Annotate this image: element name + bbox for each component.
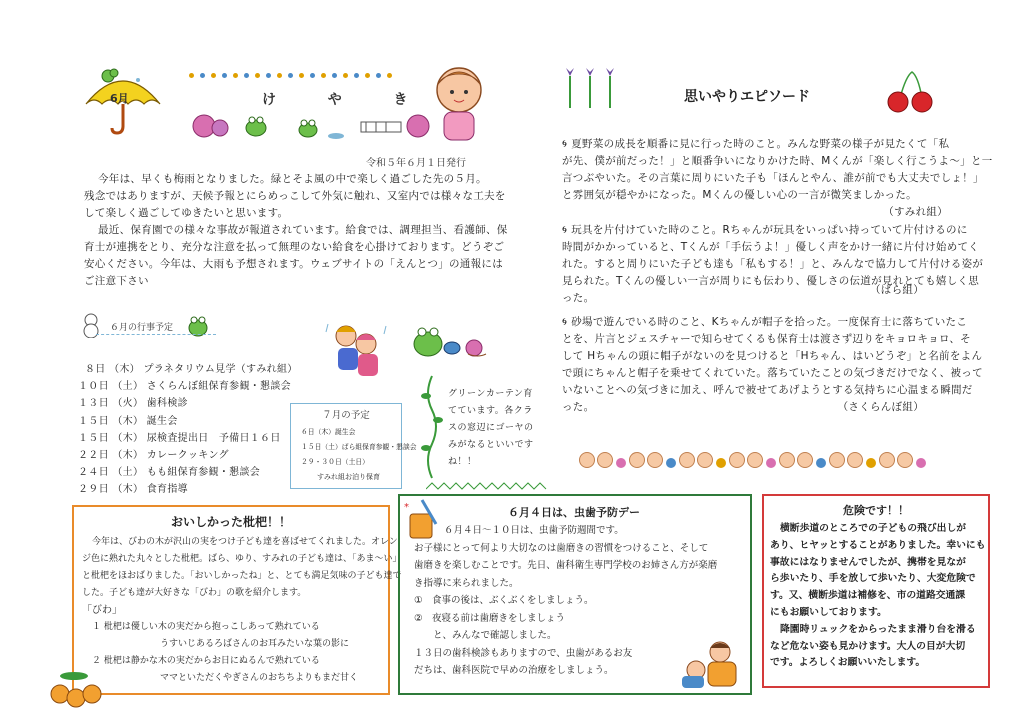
frogs-snail-illustration <box>408 318 490 362</box>
loquat-fruit-illustration <box>48 670 102 710</box>
teeth-line: ② 夜寝る前は歯磨きをしましょう <box>414 612 566 624</box>
spiral-icon: 🌀︎ <box>562 316 568 328</box>
green-curtain-line: みがなるといいです <box>448 440 534 450</box>
green-curtain-text <box>448 386 534 471</box>
vine-ground-border <box>426 476 550 486</box>
iris-flowers-illustration <box>560 66 622 110</box>
danger-line: す。又、横断歩道は補修を、市の道路交通課 <box>770 590 966 602</box>
story-line <box>562 222 982 239</box>
schedule-item: ２２日 （木） カレークッキング <box>78 450 229 462</box>
danger-line: ら歩いたり、手を放して歩いたり、大変危険で <box>770 573 976 585</box>
danger-line: 横断歩道のところでの子どもの飛び出しが <box>780 523 967 534</box>
hydrangea-frog-illustration <box>186 108 436 142</box>
schedule-item: １０日 （土） さくらんぼ組保育参観・懇談会 <box>78 381 291 393</box>
intro-line: ご注意下さい <box>84 275 149 287</box>
danger-box <box>762 494 990 688</box>
story-line: 見られた。Tくんの優しい一言が周りにも伝わり、優しさの伝道が見れとても嬉しく思 <box>562 275 980 287</box>
story-sign: （さくらんぼ組） <box>837 401 924 413</box>
svg-text:*: * <box>404 502 409 513</box>
episode-story-3 <box>562 314 982 416</box>
child-with-raincoat-illustration <box>428 60 490 144</box>
danger-line: 事故にはなりませんでしたが、携帯を見なが <box>770 556 966 568</box>
schedule-item: １５日 （木） 尿検査提出日 予備日１６日 <box>78 432 281 444</box>
july-plan-box <box>290 403 417 489</box>
title-char-2: や <box>327 92 342 108</box>
july-item: ６日（木）誕生会 <box>301 428 356 436</box>
story-sign: （ばら組） <box>870 284 924 296</box>
danger-line: です。よろしくお願いいたします。 <box>770 657 926 669</box>
song-line: うすいじあるろばさんのお耳みたいな葉の影に <box>160 639 350 649</box>
green-curtain-line: ね！！ <box>448 457 477 467</box>
story-line: と雰囲気が穏やかになった。Mくんの優しい心の一言が微笑ましかった。 <box>562 189 917 201</box>
teeth-line: き指導に来られました。 <box>414 577 519 589</box>
story-line: 時間がかかっていると、Tくんが「手伝うよ！」優しく声をかけ一緒に片付け始めてく <box>562 241 980 253</box>
teeth-box <box>398 494 752 695</box>
teeth-line: 歯磨きを楽しむことです。先日、歯科衛生専門学校のお姉さん方が楽磨 <box>414 560 718 571</box>
july-item: ２９・３０日（土日） <box>301 458 369 466</box>
episode-story-1 <box>562 136 993 221</box>
green-curtain-line: スの窓辺にゴーヤの <box>448 423 534 433</box>
july-footer: すみれ組お泊り保育 <box>317 473 380 481</box>
intro-line: 安心ください。今年は、大雨も予想されます。ウェブサイトの「えんとつ」の通報には <box>84 258 503 270</box>
green-curtain-line: グリーンカーテン育 <box>448 389 533 399</box>
teeth-line: １３日の歯科検診もありますので、虫歯があるお友 <box>414 647 633 659</box>
toothbrush-cup-illustration <box>402 498 446 542</box>
teeth-line: お子様にとって何より大切なのは歯磨きの習慣をつけること、そして <box>414 542 709 554</box>
story-text: 夏野菜の成長を順番に見に行った時のこと。みんな野菜の様子が見たくて「私 <box>571 138 950 150</box>
green-curtain-line: てています。各クラ <box>448 406 533 416</box>
danger-line: にもお願いしております。 <box>770 606 887 618</box>
intro-text <box>84 171 508 290</box>
schedule-item: ８日 （木） プラネタリウム見学（すみれ組） <box>85 364 298 375</box>
story-line: った。 <box>562 292 595 304</box>
loquat-title: おいしかった枇杷！！ <box>170 515 291 529</box>
story-line <box>562 136 982 153</box>
story-line: れた。すると周りにいた子ども達も「私もする！」と、みんなで協力して片付ける姿が <box>562 258 984 270</box>
story-line: 言つぶやいた。その言葉に周りにいた子も「ほんとやん、誰が前でも大丈夫でしょ！」 <box>562 172 984 184</box>
danger-title: 危険です！！ <box>843 504 909 517</box>
mother-child-brushing-illustration <box>676 636 746 690</box>
vine-illustration <box>420 374 444 482</box>
episode-title: 思いやりエピソード <box>684 89 810 105</box>
children-in-rain-illustration <box>322 318 394 380</box>
schedule-item: １３日 （火） 歯科検診 <box>78 398 188 410</box>
song-line: １ 枇杷は優しい木の実だから抱っこしあって熟れている <box>92 622 320 632</box>
schedule-underline <box>96 334 216 335</box>
danger-line: 降園時リュックをからったまま滑り台を滑る <box>780 623 976 635</box>
story-line <box>562 314 982 331</box>
loquat-line: 今年は、びわの木が沢山の実をつけ子ども達を喜ばせてくれました。オレン <box>92 537 398 547</box>
july-heading: ７月の予定 <box>322 410 370 421</box>
children-flowers-border <box>578 452 928 472</box>
schedule-item: １５日 （木） 誕生会 <box>78 415 178 427</box>
loquat-line: ジ色に熟れた丸々とした枇杷。ばら、ゆり、すみれの子ども達は、「あま～い」 <box>82 554 402 564</box>
spiral-icon: 🌀︎ <box>562 138 568 150</box>
title-dot-row <box>186 63 395 82</box>
teeth-line: だちは、歯科医院で早めの治療をしましょう。 <box>414 665 614 676</box>
danger-body <box>770 521 988 672</box>
song-title: 「びわ」 <box>82 605 122 616</box>
intro-line: して楽しく過ごしてゆきたいと思います。 <box>84 207 289 219</box>
month-label: 6月 <box>110 92 129 105</box>
story-line: とを、片言とジェスチャーで知らせてくるも保育士は渡さず辺りをキョロキョロ、そ <box>562 333 971 345</box>
teeth-title: ６月４日は、虫歯予防デー <box>508 506 640 519</box>
teeth-line: と、みんなで確認しました。 <box>414 630 557 641</box>
story-line: いないことへの気づきに加え、呼んで被せてあげようとする気持ちに心温まる瞬間だ <box>562 384 973 396</box>
story-line: が先、僕が前だった！」と順番争いになりかけた時、Mくんが「楽しく行こうよ～」と一 <box>562 155 993 167</box>
loquat-line: と枇杷をほおばりました。「おいしかったね」と、とても満足気味の子ども達で <box>82 571 402 581</box>
song-line: ママといただくやぎさんのおちちよりもまだ甘く <box>160 673 359 683</box>
teeth-line: ① 食事の後は、ぶくぶくをしましょう。 <box>414 595 594 606</box>
loquat-body <box>82 534 402 687</box>
story-line: で頭にちゃんと帽子を乗せてくれていた。落ちていたことの気づきだけでなく、被って <box>562 367 983 379</box>
schedule-item: ２４日 （土） もも組保育参観・懇談会 <box>78 467 261 479</box>
teeth-line: ６月４日～１０日は、虫歯予防週間です。 <box>444 525 624 536</box>
teeth-body <box>414 522 717 680</box>
loquat-line: した。子ども達が大好きな「びわ」の歌を紹介します。 <box>82 588 307 598</box>
intro-line: 育士が連携をとり、充分な注意を払って無理のない給食を心掛けております。どうぞご <box>84 241 505 253</box>
cherry-icon <box>882 70 938 114</box>
schedule-heading: ６月の行事予定 <box>110 323 174 333</box>
story-line: して Hちゃんの頭に帽子がないのを見つけると「Hちゃん、はいどうぞ」と名前をよん <box>562 350 983 362</box>
schedule-list <box>78 361 298 499</box>
intro-line: 今年は、早くも梅雨となりました。緑とそよ風の中で楽しく過ごした先の５月。 <box>98 173 487 185</box>
loquat-box <box>72 505 402 695</box>
danger-line: など危ない姿も見かけます。大人の目が大切 <box>770 640 966 652</box>
schedule-item: ２９日 （木） 食育指導 <box>78 484 188 496</box>
story-text: 砂場で遊んでいる時のこと、Kちゃんが帽子を拾った。一度保育士に落ちていたこ <box>571 316 968 328</box>
story-last-row <box>562 399 982 416</box>
story-text: 玩具を片付けていた時のこと。Rちゃんが玩具をいっぱい持っていて片付けるのに <box>571 224 968 236</box>
story-line: った。 <box>562 401 595 413</box>
issue-date: 令和５年６月１日発行 <box>366 158 466 169</box>
july-item: １５日（土）ばら組保育参観・懇談会 <box>301 443 417 451</box>
story-last-row <box>562 284 982 307</box>
intro-line: 最近、保育園での様々な事故が報道されています。給食では、調理担当、看護師、保 <box>98 224 508 236</box>
title-char-1: け <box>262 92 276 108</box>
episode-story-2 <box>562 222 982 307</box>
spiral-icon: 🌀︎ <box>562 224 568 236</box>
danger-line: あり、ヒヤッとすることがありました。幸いにも <box>770 539 986 551</box>
intro-line: 残念ではありますが、天候予報とにらめっこして外気に触れ、又室内では様々な工夫を <box>84 190 506 202</box>
story-sign: （すみれ組） <box>883 206 948 218</box>
song-line: ２ 枇杷は静かな木の実だからお日にぬるんで熟れている <box>92 656 320 666</box>
newsletter-title <box>262 89 408 109</box>
title-char-3: き <box>393 92 408 108</box>
